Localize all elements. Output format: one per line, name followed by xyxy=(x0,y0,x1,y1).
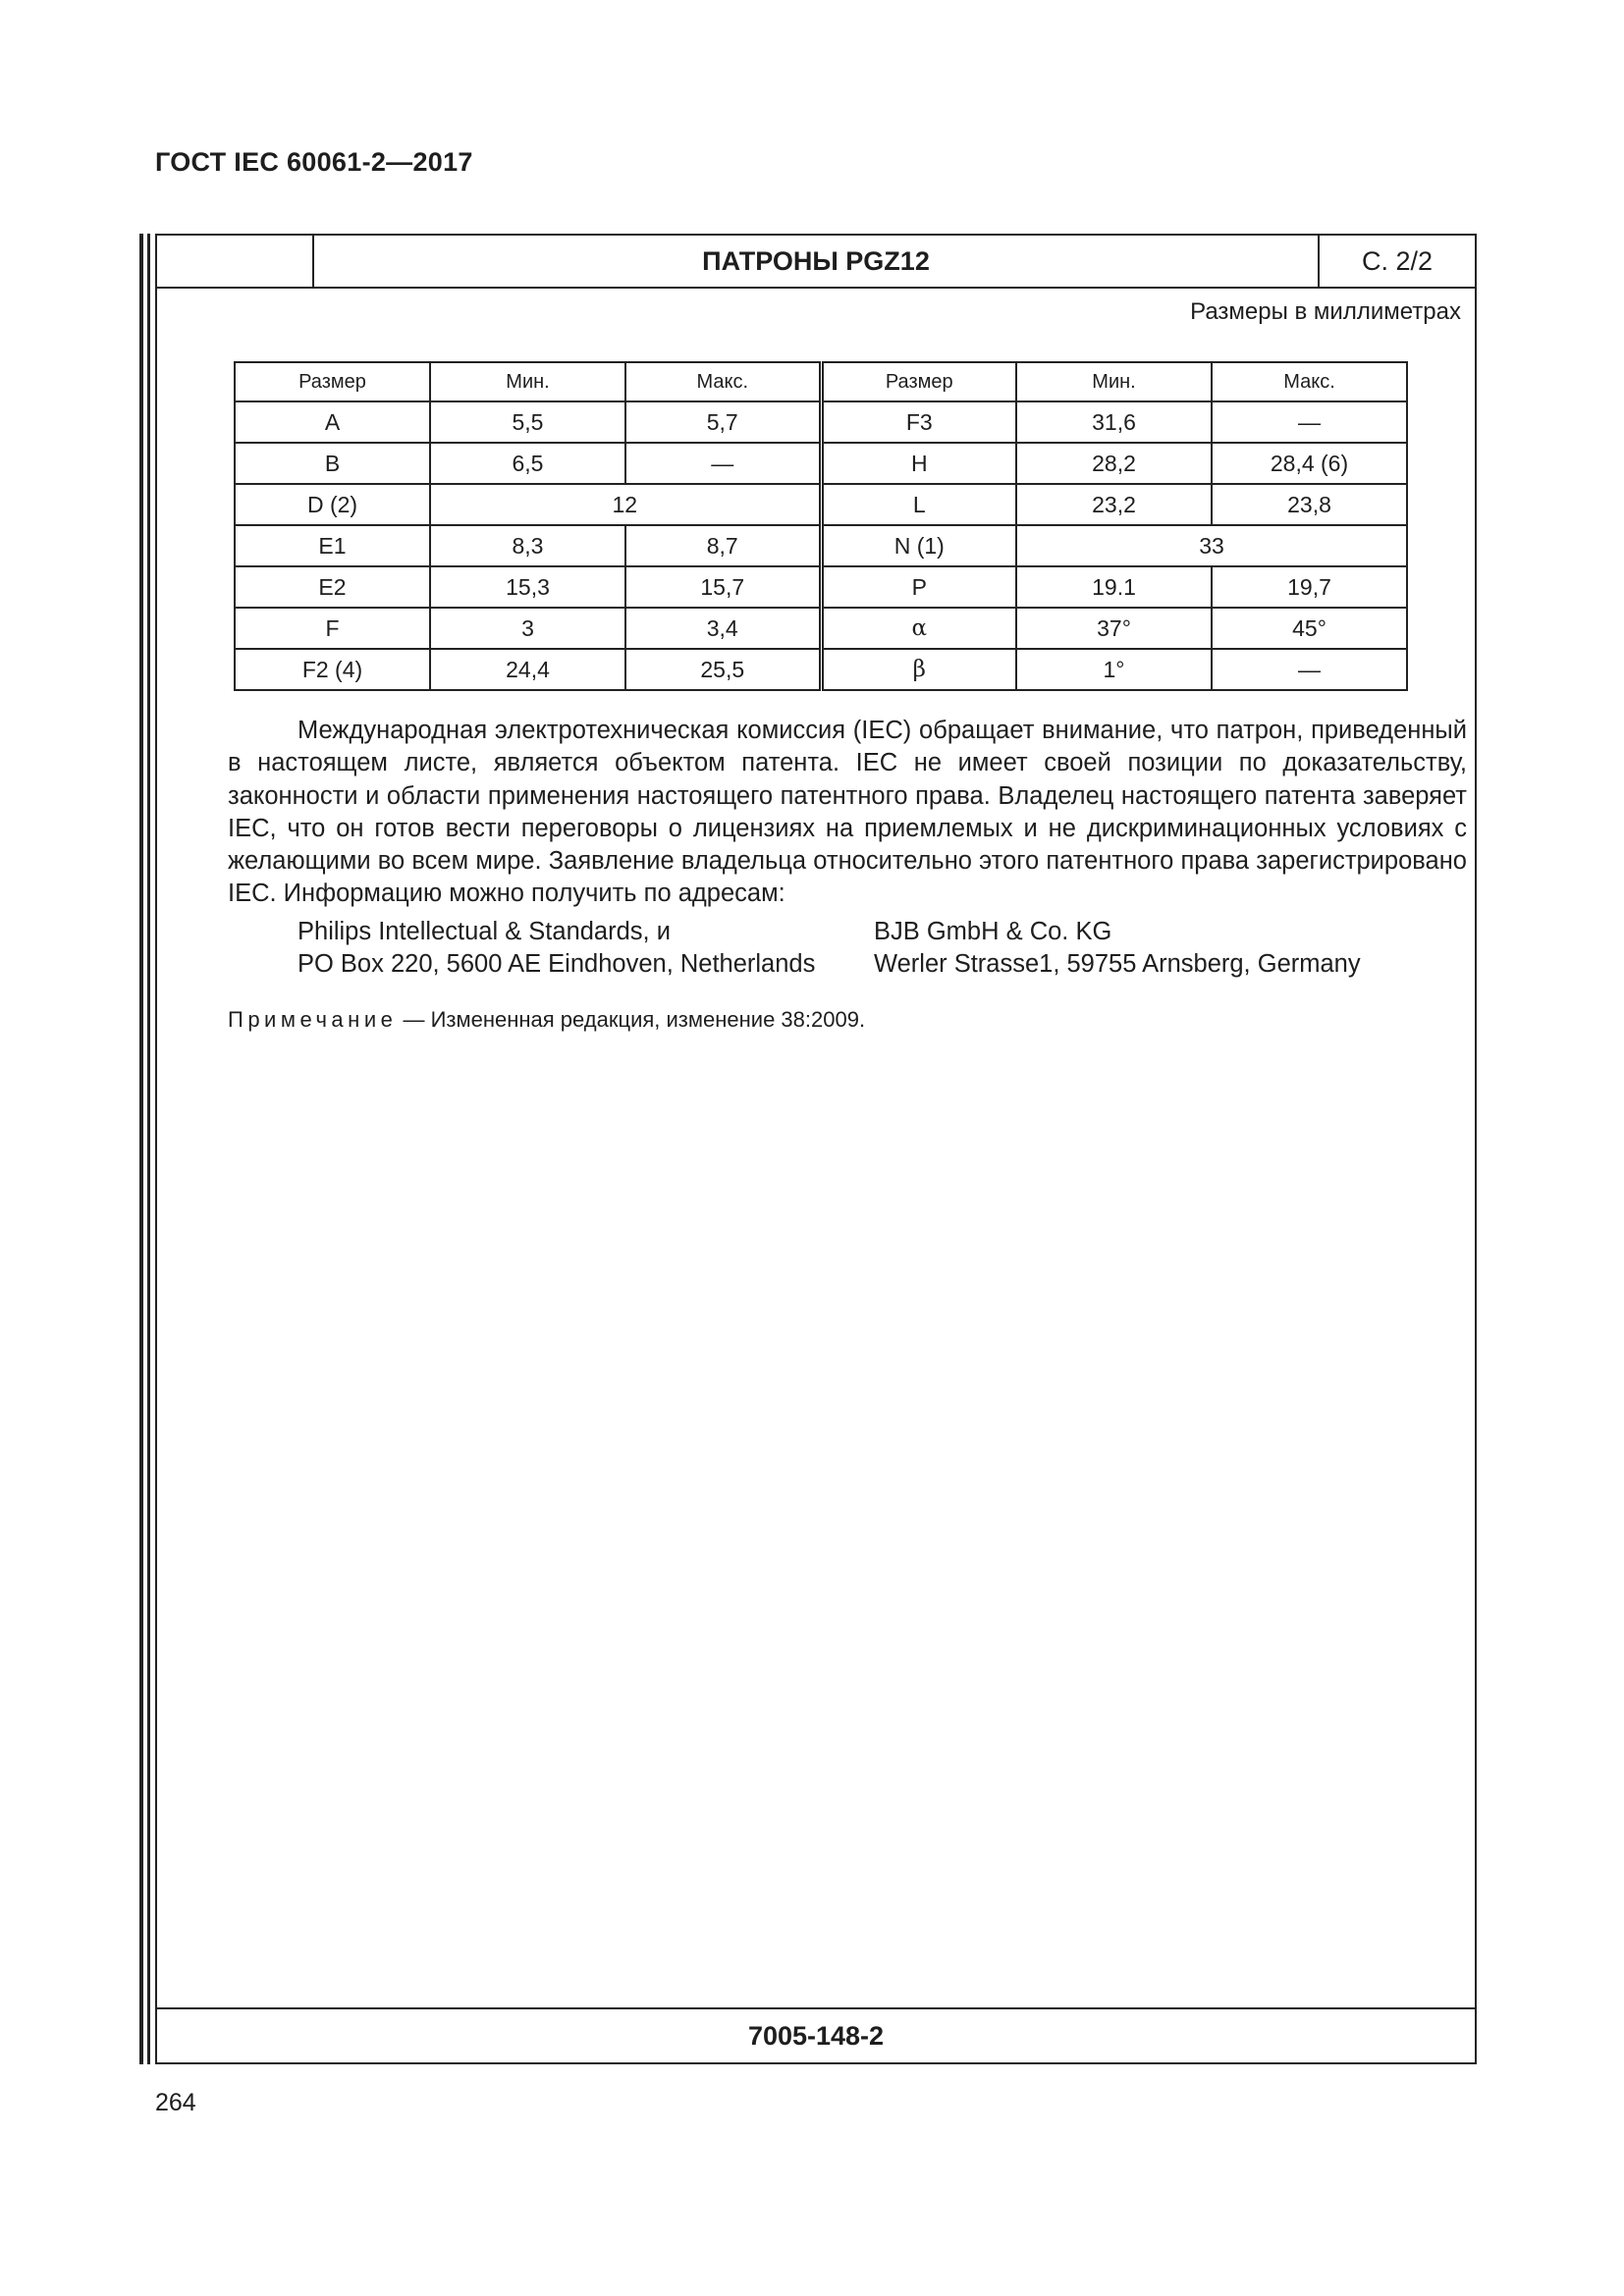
header-empty-cell xyxy=(157,236,314,287)
table-row xyxy=(235,443,1407,484)
dim-max: 3,4 xyxy=(625,608,821,649)
dim-name: N (1) xyxy=(821,525,1016,566)
table-row xyxy=(235,525,1407,566)
address-bjb-line2: Werler Strasse1, 59755 Arnsberg, Germany xyxy=(874,950,1361,978)
dim-max: 45° xyxy=(1212,608,1407,649)
dim-max: 15,7 xyxy=(625,566,821,608)
dim-min: 19.1 xyxy=(1016,566,1212,608)
note-dash: — xyxy=(403,1007,425,1032)
dim-name: F xyxy=(235,608,430,649)
dim-name: E2 xyxy=(235,566,430,608)
col-header: Макс. xyxy=(625,362,821,401)
dim-name: D (2) xyxy=(235,484,430,525)
dim-max: 28,4 (6) xyxy=(1212,443,1407,484)
dim-min: 6,5 xyxy=(430,443,625,484)
sheet-frame xyxy=(155,234,1477,2064)
dim-max: — xyxy=(1212,649,1407,690)
dim-min: 1° xyxy=(1016,649,1212,690)
sheet-page: С. 2/2 xyxy=(1318,236,1475,287)
dim-name: L xyxy=(821,484,1016,525)
patent-paragraph: Международная электротехническая комиссия (IEC) обращает внимание, что патрон, приведенный в настоящем листе, является объектом патента. IEC не имеет своей позиции по доказательству, законности и области применения настоящего патентного права. Владелец настоящего патента заверяет IEC, что он готов вести переговоры о лицензиях на приемлемых и не дискриминационных условиях с желающими во всем мире. Заявление владельца относительно этого патентного права зарегистрировано IEC. Информацию можно получить по адресам: xyxy=(228,717,1467,908)
table-header-row xyxy=(235,362,1407,401)
dim-name: A xyxy=(235,401,430,443)
col-header: Мин. xyxy=(1016,362,1212,401)
dim-name: α xyxy=(821,608,1016,649)
dim-name: F2 (4) xyxy=(235,649,430,690)
address-bjb-line1: BJB GmbH & Co. KG xyxy=(874,918,1112,945)
frame-left-bar-inner xyxy=(147,234,150,2064)
table-row xyxy=(235,566,1407,608)
dim-min: 24,4 xyxy=(430,649,625,690)
col-header: Макс. xyxy=(1212,362,1407,401)
table-row xyxy=(235,401,1407,443)
dim-max: — xyxy=(1212,401,1407,443)
dim-name: B xyxy=(235,443,430,484)
sheet-code: 7005-148-2 xyxy=(157,2007,1475,2062)
dim-value-merged: 12 xyxy=(430,484,821,525)
col-header: Мин. xyxy=(430,362,625,401)
dim-min: 8,3 xyxy=(430,525,625,566)
dim-name: E1 xyxy=(235,525,430,566)
dim-max: 25,5 xyxy=(625,649,821,690)
sheet-title: ПАТРОНЫ PGZ12 xyxy=(702,245,930,276)
units-note: Размеры в миллиметрах xyxy=(1190,298,1461,325)
dim-name: F3 xyxy=(821,401,1016,443)
dim-max: 19,7 xyxy=(1212,566,1407,608)
dim-min: 31,6 xyxy=(1016,401,1212,443)
dim-value-merged: 33 xyxy=(1016,525,1407,566)
dim-min: 37° xyxy=(1016,608,1212,649)
address-philips-line2: PO Box 220, 5600 AE Eindhoven, Netherlands xyxy=(298,950,816,978)
dim-min: 15,3 xyxy=(430,566,625,608)
table-row xyxy=(235,608,1407,649)
table-row xyxy=(235,484,1407,525)
dim-min: 3 xyxy=(430,608,625,649)
standard-title: ГОСТ IEC 60061-2—2017 xyxy=(155,147,473,177)
dim-min: 5,5 xyxy=(430,401,625,443)
dim-name: P xyxy=(821,566,1016,608)
col-header: Размер xyxy=(235,362,430,401)
dim-min: 28,2 xyxy=(1016,443,1212,484)
address-philips-line1: Philips Intellectual & Standards, и xyxy=(298,918,671,945)
col-header: Размер xyxy=(821,362,1016,401)
sheet-header xyxy=(157,236,1475,289)
dim-max: — xyxy=(625,443,821,484)
dim-min: 23,2 xyxy=(1016,484,1212,525)
dim-max: 23,8 xyxy=(1212,484,1407,525)
frame-left-bar xyxy=(139,234,143,2064)
dim-name: β xyxy=(821,649,1016,690)
dim-max: 5,7 xyxy=(625,401,821,443)
note xyxy=(228,1007,865,1033)
dimensions-table xyxy=(234,361,1408,691)
table-row xyxy=(235,649,1407,690)
page-number: 264 xyxy=(155,2089,196,2116)
dim-max: 8,7 xyxy=(625,525,821,566)
note-text: Измененная редакция, изменение 38:2009. xyxy=(430,1007,866,1032)
note-label: Примечание xyxy=(228,1007,398,1032)
dim-name: H xyxy=(821,443,1016,484)
